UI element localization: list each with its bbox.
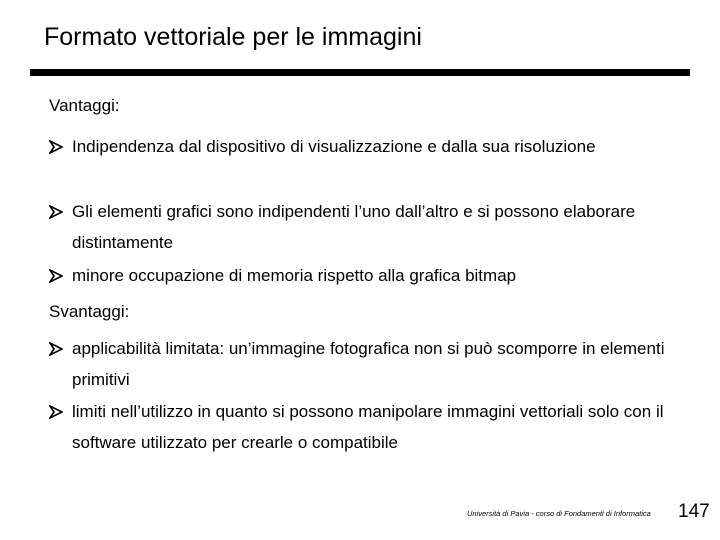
arrowhead-icon [49,333,71,364]
bullet-text: Gli elementi grafici sono indipendenti l’uno dall’altro e si possono elaborare distintamente [72,202,636,252]
bullet-text: limiti nell’utilizzo in quanto si possono manipolare immagini vettoriali solo con il software utilizzato per crearle o compatibile [72,402,664,452]
bullet-item [49,396,669,458]
page-number: 147 [678,501,710,522]
footer-course-note: Università di Pavia - corso di Fondamenti di Informatica [467,509,651,518]
arrowhead-icon [49,131,71,162]
arrowhead-icon [49,196,71,227]
section-heading-svantaggi: Svantaggi: [49,302,130,321]
arrowhead-icon [49,396,71,427]
bullet-item [49,196,669,258]
arrowhead-icon [49,260,71,291]
bullet-text: applicabilità limitata: un’immagine fotografica non si può scomporre in elementi primitivi [72,339,665,389]
bullet-text: minore occupazione di memoria rispetto alla grafica bitmap [72,266,517,285]
section-heading-vantaggi: Vantaggi: [49,96,120,115]
slide-title: Formato vettoriale per le immagini [44,23,422,51]
bullet-text: Indipendenza dal dispositivo di visualizzazione e dalla sua risoluzione [72,137,596,156]
title-divider [30,69,690,76]
bullet-item [49,131,669,162]
bullet-item [49,333,669,395]
bullet-item [49,260,669,291]
